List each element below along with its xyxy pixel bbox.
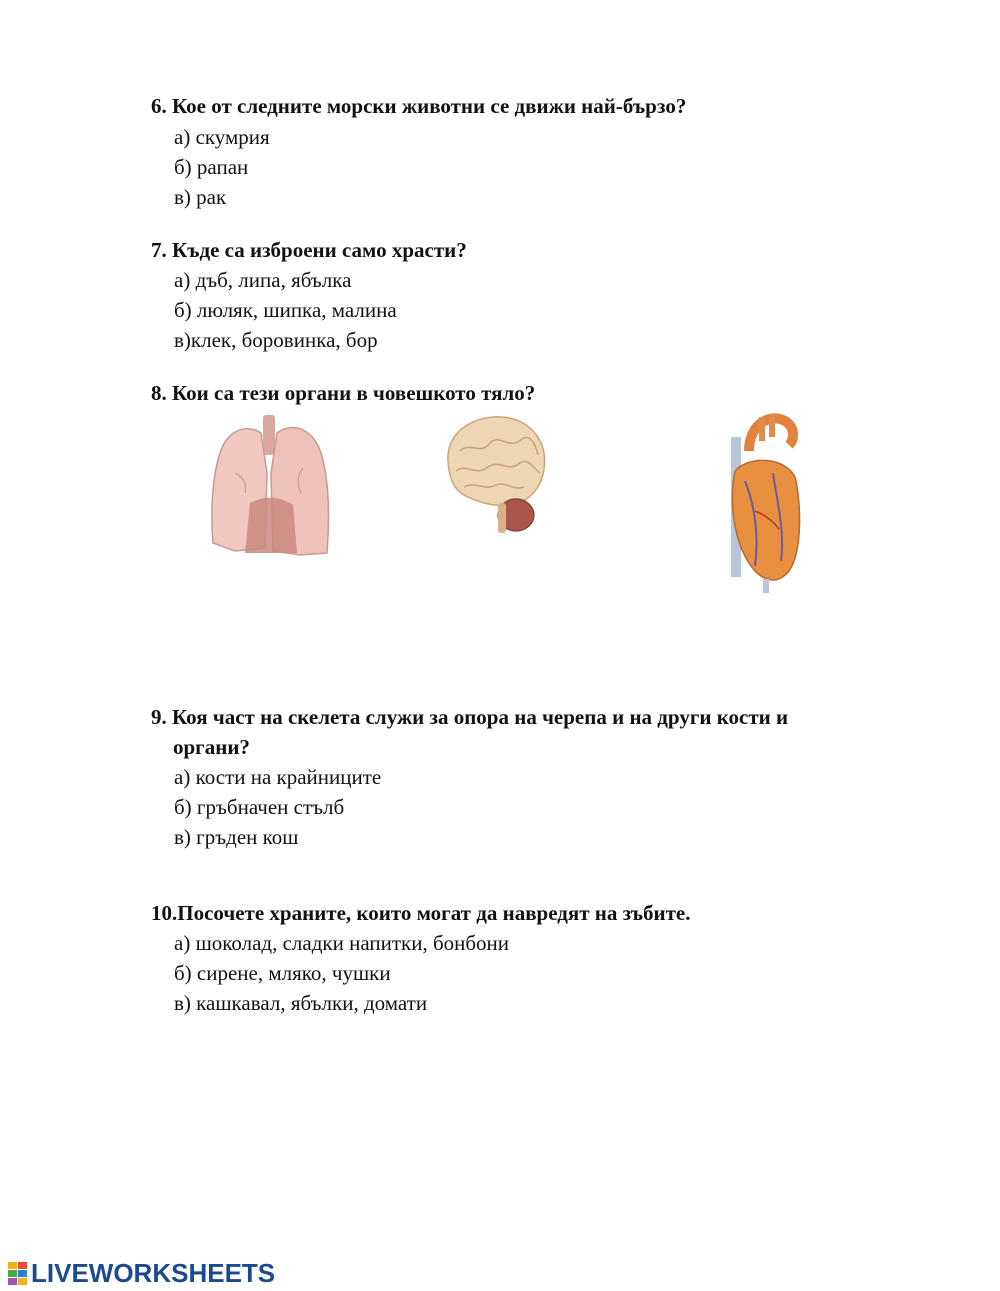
question-9-option-c: в) гръден кош bbox=[174, 825, 299, 849]
question-9-title: 9. Коя част на скелета служи за опора на черепа и на други кости и bbox=[151, 705, 789, 729]
question-10-option-c: в) кашкавал, ябълки, домати bbox=[174, 991, 428, 1015]
question-7-option-c: в)клек, боровинка, бор bbox=[174, 328, 378, 352]
question-6-option-b: б) рапан bbox=[174, 155, 249, 179]
question-7-option-a: а) дъб, липа, ябълка bbox=[174, 268, 352, 292]
question-9-title-cont: органи? bbox=[173, 735, 250, 759]
liveworksheets-blocks-icon bbox=[8, 1262, 28, 1286]
question-9-option-b: б) гръбначен стълб bbox=[174, 795, 345, 819]
question-8-title: 8. Кои са тези органи в човешкото тяло? bbox=[151, 381, 536, 405]
lungs-image bbox=[205, 413, 335, 558]
brain-image bbox=[440, 411, 552, 541]
question-7-title: 7. Къде са изброени само храсти? bbox=[151, 238, 467, 262]
question-10-option-a: а) шоколад, сладки напитки, бонбони bbox=[174, 931, 510, 955]
question-6-option-c: в) рак bbox=[174, 185, 227, 209]
question-6-option-a: а) скумрия bbox=[174, 125, 270, 149]
question-10-title: 10.Посочете храните, които могат да навредят на зъбите. bbox=[151, 901, 691, 925]
question-9-option-a: а) кости на крайниците bbox=[174, 765, 382, 789]
question-7-option-b: б) люляк, шипка, малина bbox=[174, 298, 397, 322]
question-10-option-b: б) сирене, мляко, чушки bbox=[174, 961, 391, 985]
liveworksheets-brand: LIVEWORKSHEETS bbox=[31, 1258, 276, 1288]
liveworksheets-logo[interactable] bbox=[8, 1258, 275, 1289]
heart-image bbox=[715, 411, 807, 597]
question-6-title: 6. Кое от следните морски животни се движи най-бързо? bbox=[151, 94, 687, 118]
